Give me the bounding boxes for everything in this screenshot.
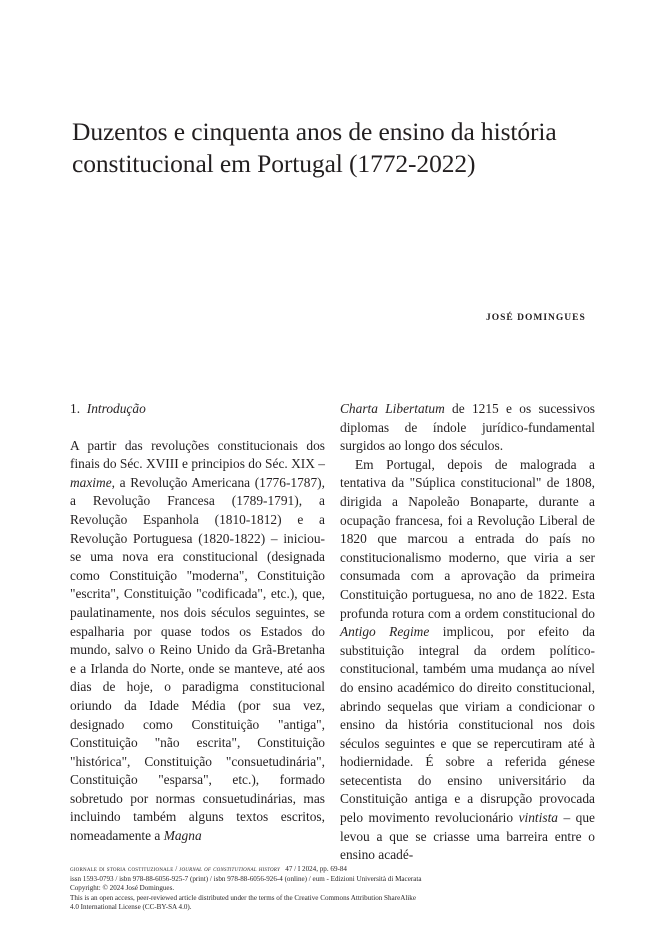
issue-info: 47 / I 2024, pp. 69-84: [285, 865, 347, 873]
journal-name-english: journal of constitutional history: [179, 865, 280, 873]
copyright-line: Copyright: © 2024 José Domingues.: [70, 884, 175, 893]
paragraph-text: implicou, por efeito da substituição integral da ordem político-constitucional, também uma mudança ao nível do ensino académico do direito constitucional, abrindo sequelas que viriam a condicionar o ensino da história constitucional nos dois séculos seguintes e que se repercutiram até à hodiernidade. É sobre a referida génese setecentista do ensino universitário da Constituição antiga e a disrupção provocada pelo movimento revolucionário: [340, 624, 595, 826]
paragraph: [70, 437, 325, 846]
right-column: [340, 400, 595, 865]
section-title: Introdução: [86, 401, 146, 416]
paragraph: [340, 400, 595, 456]
paragraph: [340, 456, 595, 865]
paragraph-text: Em Portugal, depois de malograda a tentativa da "Súplica constitucional" de 1808, dirigida a Napoleão Bonaparte, durante a ocupação francesa, foi a Revolução Liberal de 1820 que marcou a entrada do país no constitucionalismo moderno, que viria a ser consumada com a aprovação da primeira Constituição portuguesa, no ano de 1822. Esta profunda rotura com a ordem constitucional do: [340, 456, 595, 621]
left-column: [70, 400, 325, 846]
paragraph-text: de 1215 e os sucessivos diplomas de índole jurídico-fundamental surgidos ao longo dos séculos.: [340, 401, 595, 454]
emphasis-text: Magna: [163, 828, 202, 844]
section-number: 1.: [70, 401, 81, 416]
emphasis-text: Charta Libertatum: [340, 401, 445, 416]
journal-name-italian: giornale di storia costituzionale: [70, 865, 174, 873]
separator: /: [173, 865, 180, 873]
license-line: This is an open access, peer-reviewed article distributed under the terms of the Creative Commons Attribution ShareAlike: [70, 893, 416, 902]
author-name: JOSÉ DOMINGUES: [486, 313, 586, 323]
section-heading: [70, 400, 325, 419]
paragraph-text: – que levou a que se criasse uma barreira entre o ensino acadé-: [340, 810, 595, 863]
paragraph-text: A partir das revoluções constitucionais dos finais do Séc. XVIII e principios do Séc. XIX: [70, 437, 325, 472]
article-title: Duzentos e cinquenta anos de ensino da história constitucional em Portugal (1772-2022): [72, 117, 557, 178]
isbn-line: issn 1593-0793 / isbn 978-88-6056-925-7 (print) / isbn 978-88-6056-926-4 (online) / eum - Edizioni Università di Macerata: [70, 874, 422, 883]
emphasis-text: vintista: [518, 810, 558, 826]
journal-line: [70, 865, 600, 875]
license-line: 4.0 International License (CC-BY-SA 4.0).: [70, 903, 192, 912]
paragraph-text: , a Revolução Americana (1776-1787), a Revolução Francesa (1789-1791), a Revolução Espanhola (1810-1812) e a Revolução Portuguesa (1820-1822) – iniciou-se uma nova era constitucional (designada como Constituição "moderna", Constituição "escrita", Constituição "codificada", etc.), que, paulatinamente, nos dois séculos seguintes, se espalharia por quase todos os Estados do mundo, salvo o Reino Unido da Grã-Bretanha e a Irlanda do Norte, onde se manteve, até aos dias de hoje, o paradigma constitucional oriundo da Idade Média (por sua vez, designado como Constituição "antiga", Constituição "não escrita", Constituição "histórica", Constituição "consuetudinária", Constituição "esparsa", etc.), formado sobretudo por normas consuetudinárias, mas incluindo também alguns textos escritos, nomeadamente a: [70, 474, 325, 844]
page-footer: [70, 865, 600, 913]
emphasis-text: Antigo Regime: [340, 624, 430, 640]
emphasis-text: maxime: [70, 474, 112, 490]
paragraph-text: –: [314, 456, 325, 472]
